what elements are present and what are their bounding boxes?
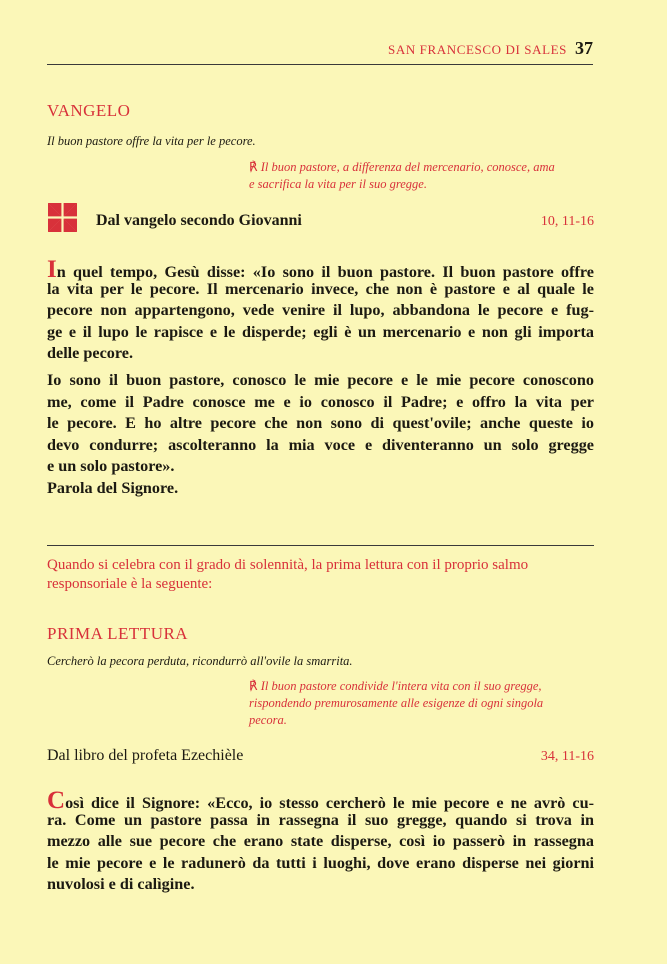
antiphon-line <box>249 679 542 693</box>
closing-acclamation: Parola del Signore. <box>47 479 179 497</box>
response-marker: ℟ <box>249 160 258 174</box>
gospel-reading-title: Dal vangelo secondo Giovanni <box>96 212 302 229</box>
antiphon-line <box>249 160 555 174</box>
gospel-closing <box>47 478 594 500</box>
maltese-cross-icon <box>46 201 79 234</box>
antiphon-text: Il buon pastore condivide l'intera vita con il suo gregge, <box>260 679 542 693</box>
text-line: me, come il Padre conosce me e io conosco il Padre; e offro la vita per <box>47 392 594 411</box>
text-line: e un solo pastore». <box>47 457 175 475</box>
text-line: devo condurre; ascolteranno la mia voce e diventeranno un solo gregge <box>47 435 594 454</box>
text-line: le pecore. E ho altre pecore che non sono di quest'ovile; anche queste io <box>47 414 594 432</box>
text-line <box>47 787 594 814</box>
gospel-reference: 10, 11-16 <box>540 214 594 229</box>
prima-lettura-title: PRIMA LETTURA <box>47 624 189 643</box>
section-divider <box>47 545 594 546</box>
page-header <box>47 40 593 65</box>
text-line: ge e il lupo le rapisce e le disperde; egli è un mercenario e non gli importa <box>47 322 594 341</box>
first-reading-paragraph <box>47 788 594 896</box>
response-marker: ℟ <box>249 679 258 693</box>
text-line: le mie pecore e le radunerò da tutti i luoghi, dove erano disperse nei giorni <box>47 853 594 872</box>
text-line: mezzo alle sue pecore che erano state disperse, così io passerò in rassegna <box>47 832 594 850</box>
drop-cap: C <box>47 787 66 814</box>
text-line: ra. Come un pastore passa in rassegna il suo gregge, quando si trova in <box>47 810 594 829</box>
antiphon-line: pecora. <box>249 713 287 727</box>
text-line: pecore non appartengono, vede venire il lupo, abbandona le pecore e fug- <box>47 301 594 319</box>
gospel-paragraph-1 <box>47 257 594 365</box>
running-title: SAN FRANCESCO DI SALES <box>388 42 567 57</box>
text-line: nuvolosi e di calìgine. <box>47 875 195 893</box>
page-number: 37 <box>575 38 593 58</box>
antiphon-line: e sacrifica la vita per il suo gregge. <box>249 177 427 191</box>
vangelo-antiphon <box>249 159 595 193</box>
vangelo-title: VANGELO <box>47 101 131 120</box>
antiphon-text: Il buon pastore, a differenza del mercenario, conosce, ama <box>260 160 555 174</box>
text-line <box>47 256 594 283</box>
drop-cap: I <box>47 256 57 283</box>
text-line: la vita per le pecore. Il mercenario invece, che non è pastore e al quale le <box>47 279 594 298</box>
line-text: n quel tempo, Gesù disse: «Io sono il buon pastore. Il buon pastore offre <box>56 263 594 281</box>
antiphon-line: rispondendo premurosamente alle esigenze di ogni singola <box>249 696 544 710</box>
prima-lettura-antiphon <box>249 678 595 729</box>
first-reading-reference: 34, 11-16 <box>540 749 594 764</box>
solemnity-note: Quando si celebra con il grado di solennità, la prima lettura con il proprio salmo responsoriale è la seguente: <box>47 557 529 592</box>
first-reading-title: Dal libro del profeta Ezechièle <box>47 747 244 764</box>
text-line: delle pecore. <box>47 344 134 362</box>
text-line: Io sono il buon pastore, conosco le mie pecore e le mie pecore conoscono <box>47 371 594 389</box>
prima-lettura-summary: Cercherò la pecora perduta, ricondurrò all'ovile la smarrita. <box>47 654 353 668</box>
line-text: osì dice il Signore: «Ecco, io stesso cercherò le mie pecore e ne avrò cu- <box>65 794 594 812</box>
gospel-paragraph-2 <box>47 370 594 478</box>
vangelo-summary: Il buon pastore offre la vita per le pecore. <box>47 134 256 148</box>
